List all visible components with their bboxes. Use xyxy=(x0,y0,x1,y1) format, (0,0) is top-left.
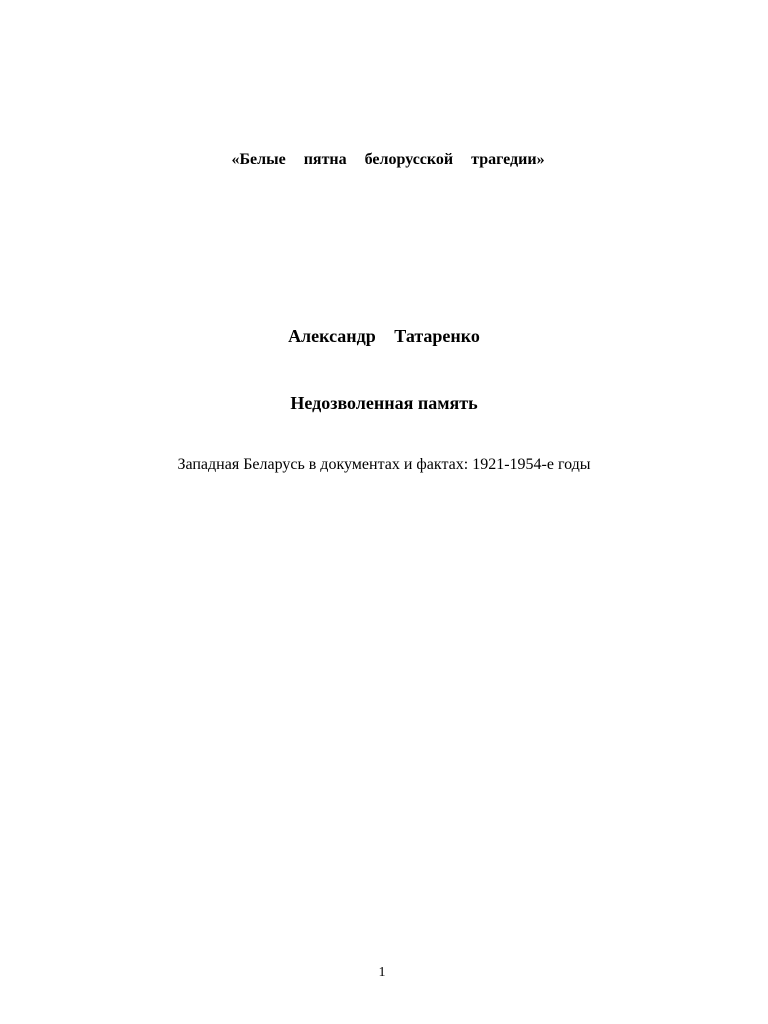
book-title: Недозволенная память xyxy=(290,393,478,413)
book-subtitle: Западная Беларусь в документах и фактах: 1921-1954-е годы xyxy=(177,456,591,473)
page-number: 1 xyxy=(378,965,386,980)
series-title: «Белые пятна белорусской трагедии» xyxy=(231,151,545,168)
author-name: Александр Татаренко xyxy=(288,326,480,346)
